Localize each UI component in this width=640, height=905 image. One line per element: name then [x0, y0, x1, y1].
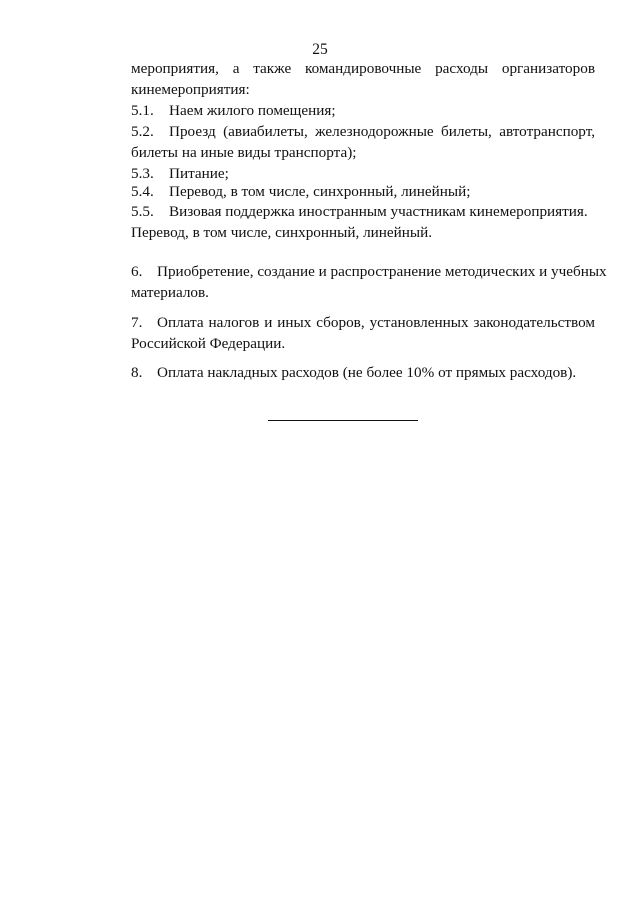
item-text: Проезд (авиабилеты, железнодорожные билеты, автотранспорт,	[169, 123, 595, 140]
list-item-5-4	[131, 182, 595, 203]
item-text: Визовая поддержка иностранным участникам кинемероприятия.	[169, 203, 588, 220]
page-number: 25	[312, 41, 328, 58]
item-number: 5.3.	[131, 165, 154, 182]
list-item-8	[131, 363, 595, 384]
item-number: 8.	[131, 364, 143, 381]
item-text-continuation: билеты на иные виды транспорта);	[131, 143, 357, 161]
list-item-6	[131, 262, 607, 303]
end-divider-line	[268, 420, 418, 421]
item-text-continuation: материалов.	[131, 283, 209, 301]
intro-line-2: кинемероприятия:	[131, 80, 250, 98]
list-item-5-5	[131, 202, 595, 243]
item-text-continuation: Перевод, в том числе, синхронный, линейный.	[131, 223, 433, 241]
item-number: 7.	[131, 314, 143, 331]
item-number: 5.2.	[131, 123, 154, 140]
item-number: 5.5.	[131, 203, 154, 220]
item-number: 5.1.	[131, 102, 154, 119]
list-item-5-2	[131, 122, 595, 163]
item-number: 6.	[131, 263, 143, 280]
item-text: Перевод, в том числе, синхронный, линейный;	[169, 183, 471, 200]
item-text: Приобретение, создание и распространение методических и учебных	[157, 263, 607, 280]
item-text: Наем жилого помещения;	[169, 102, 336, 119]
item-text: Оплата налогов и иных сборов, установленных законодательством	[157, 314, 595, 331]
item-text: Питание;	[169, 165, 229, 182]
item-number: 5.4.	[131, 183, 154, 200]
list-item-7	[131, 313, 595, 354]
item-text: Оплата накладных расходов (не более 10% от прямых расходов).	[157, 364, 577, 381]
item-text-continuation: Российской Федерации.	[131, 334, 286, 352]
list-item-5-1	[131, 101, 595, 122]
intro-paragraph	[131, 59, 595, 100]
intro-line-1: мероприятия, а также командировочные расходы организаторов	[131, 60, 595, 77]
